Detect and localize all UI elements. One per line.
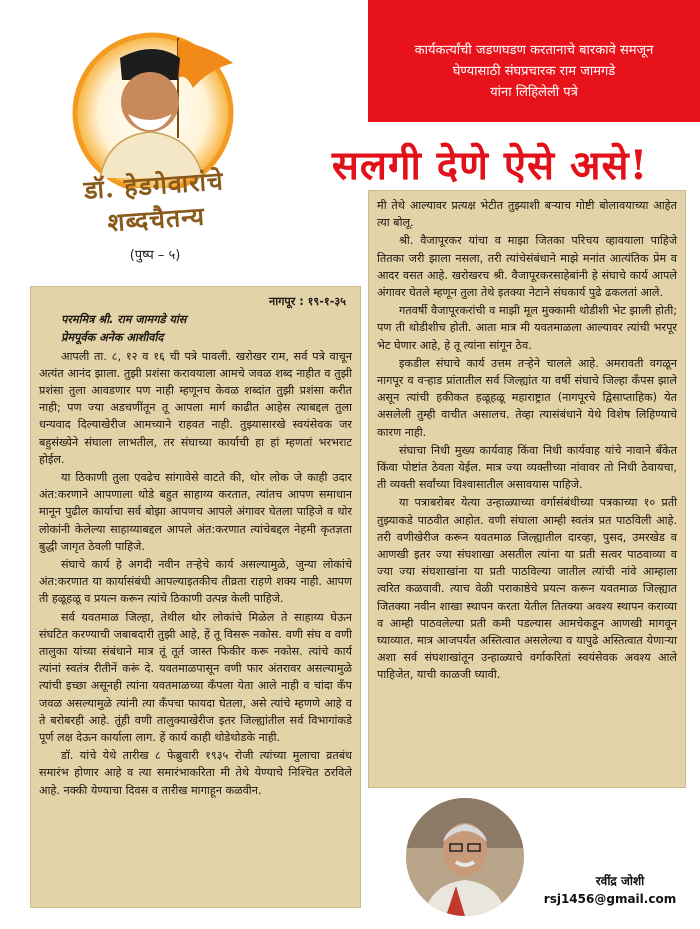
author-photo-illustration (406, 798, 524, 916)
author-photo (406, 798, 524, 916)
paragraph: संघाचे कार्य हे अगदी नवीन तऱ्हेचे कार्य असल्यामुळे, जुन्या लोकांचे अंत:करणात या कार्यासंबंधी आपल्याइतकीच तीव्रता राहणे शक्य नाही. आपण ती हळूहळू व प्रयत्न करून त्यांचे ठिकाणी उत्पन्न केली पाहिजे. (39, 558, 352, 606)
letter-column-left (30, 286, 361, 908)
letter-addressee: परममित्र श्री. राम जामगडे यांस (61, 313, 187, 327)
paragraph: या ठिकाणी तुला एवढेच सांगावेसे वाटते की, थोर लोक जे काही उदार अंत:करणाने आपणाला थोडे बहुत साहाय्य करतात, त्यांतच आपण समाधान मानून पुढील कार्याचा सर्व बोझा आपणच आपले अंगावर घेतला पाहिजे व थोर लोकांनी केलेल्या साहाय्याबद्दल आपले अंत:करणात त्यांचेबद्दल नेहमी कृतज्ञता बुद्धी जागृत ठेवली पाहिजे. (39, 471, 352, 553)
paragraph: श्री. वैजापूरकर यांचा व माझा जितका परिचय व्हावयाला पाहिजे तितका जरी झाला नसला, तरी त्यांचेसंबंधाने माझे मनांत आत्यंतिक प्रेम व आदर वसत आहे. खरोखरच श्री. वैजापूरकरसाहेबांनी हे संघाचे कार्य आपले अंगावर घेतले म्हणून तुला तेथे इतक्या नेटाने संघकार्य पुढे ढकलतां आले. (377, 234, 677, 300)
paragraph: इकडील संघाचे कार्य उत्तम तऱ्हेने चालले आहे. अमरावती वगळून नागपूर व वऱ्हाड प्रांतातील सर्व जिल्ह्यांत या वर्षी संघाचे जिल्हा कँपस झाले असून त्यांची हकीकत हळूहळू महाराष्ट्रात (नागपूरचे द्विसाप्ताहिक) येत असलेली तुम्ही वाचीत असालच. तेव्हा त्यासंबंधाने येथे विशेष लिहिण्याचे कारण नाही. (377, 356, 677, 439)
series-part: (पुष्प – ५) (129, 248, 181, 263)
banner-line: कार्यकर्त्यांची जडणघडण करतानाचे बारकावे समजून (414, 43, 654, 58)
paragraph: डॉ. यांचे येथे तारीख ८ फेब्रुवारी १९३५ रोजी त्यांच्या मुलाचा व्रतबंध समारंभ होणार आहे व त्या समारंभाकरिता मी तेथे येण्याचे निश्चित ठरविले आहे. नक्की येण्याचा दिवस व तारीख मागाहून कळवीन. (39, 749, 352, 797)
paragraph: आपली ता. ८, १२ व १६ ची पत्रे पावली. खरोखर राम, सर्व पत्रे वाचून अत्यंत आनंद झाला. तुझी प्रशंसा करावयाला आमचे जवळ शब्द नाहीत व तुझी प्रशंसा तुला आवडणार पण नाही म्हणूनच केवळ शब्दांत तुझी प्रशंसा करीत नाही; पण ज्या अडचणींतून तू आपला मार्ग काढीत आहेस त्याबद्दल तुला धन्यवाद दिल्याखेरीज आमच्याने राहवत नाही. तुझ्यासारखे स्वयंसेवक जर बहुसंख्येने संघाला लाभतील, तर संघाच्या कार्याची हा हां म्हणतां भरभराट होईल. (39, 349, 352, 466)
series-title: डॉ. हेडगेवारांचे शब्दचैतन्य (83, 166, 225, 238)
paragraph: गतवर्षी वैजापूरकरांची व माझी मूल मुक्कामी थोडीशी भेट झाली होती; पण ती थोडीशीच होती. आता मात्र मी यवतमाळला आल्यावर त्यांची भरपूर भेट घेणार आहे, हे तू त्यांना सांगून ठेव. (377, 304, 677, 352)
paragraph: संघाचा निधी मुख्य कार्यवाह किंवा निधी कार्यवाह यांचे नावाने बँकेत किंवा पोष्टांत ठेवता येईल. मात्र ज्या व्यक्तीच्या नांवावर तो निधी ठेवायचा, ती व्यक्ती सर्वांच्या विश्वासातील असावयास पाहिजे. (377, 443, 677, 492)
author-name: रवींद्र जोशी (595, 874, 645, 888)
letter-greeting: प्रेमपूर्वक अनेक आशीर्वाद (61, 331, 164, 345)
intro-banner (368, 0, 700, 122)
banner-line: यांना लिहिलेली पत्रे (490, 85, 578, 100)
paragraph: सर्व यवतमाळ जिल्हा, तेथील थोर लोकांचे मिळेल ते साहाय्य घेऊन संघटित करण्याची जबाबदारी तुझी आहे, हें तू विसरू नकोस. वणी संघ व वणी तालुका यांच्या संबंधाने मात्र तूं तूर्त जास्त फिकीर करू नकोस. त्यांचे कार्य त्यांनां स्वतंत्र रीतीनें करूं दे. यवतमाळपासून वणी फार अंतरावर असल्यामुळे त्यांची इच्छा असूनही त्यांना यवतमाळच्या कँपला येता आले नाही व चांदा कँप जवळ असल्यामुळे त्यांनी त्या कँपचा फायदा घेतला, असे त्यांचे म्हणणे आहे व ते बरोबरही आहे. तूंही वणी तालुक्याखेरीज इतर जिल्ह्यांतील सर्व विभागांकडे पूर्ण लक्ष देऊन कार्याला लाग. हें कार्य काही थोडेथोडके नाही. (39, 610, 352, 745)
paragraph: या पत्राबरोबर येत्या उन्हाळ्याच्या वर्गासंबंधीच्या पत्रकाच्या १० प्रती तुझ्याकडे पाठवीत आहोत. वणी संघाला आम्ही स्वतंत्र प्रत पाठविली आहे. तरी वणीखेरीज करून यवतमाळ जिल्ह्यातील दारव्हा, पुसद, उमरखेड व आणखी इतर ज्या संघशाखा असतील त्यांना या प्रती सत्वर पाठवाव्या व ज्या ज्या संघशाखांना या प्रती पाठविल्या जातील त्यांची नांवे आम्हाला त्वरित कळवावी. त्याच वेळी पराकाष्ठेचे प्रयत्न करून यवतमाळ जिल्ह्यात जितक्या नवीन शाखा स्थापन करता येतील तितक्या अवश्य स्थापन कराव्या व आम्ही पाठवलेल्या प्रती कमी पडल्यास आमचेकडून आणखी मागवून घ्याव्यात. मात्र आजपर्यंत अस्तित्वात असलेल्या व यापुढे अस्तित्वात येणाऱ्या अशा सर्व संघशाखांतून उन्हाळ्याचे वर्गाकरितां स्वयंसेवक अवश्य आले पाहिजेत, याची काळजी घ्यावी. (377, 496, 677, 682)
letter-column-right (368, 190, 686, 788)
letter-dateline: नागपूर : १९-१-३५ (269, 295, 346, 308)
paragraph: मी तेथे आल्यावर प्रत्यक्ष भेटीत तुझ्याशी बऱ्याच गोष्टी बोलावयाच्या आहेत त्या बोलू. (377, 199, 677, 230)
banner-line: घेण्यासाठी संघप्रचारक राम जामगडे (452, 64, 616, 79)
author-email[interactable]: rsj1456@gmail.com (543, 892, 677, 906)
page-title: सलगी देणे ऐसे असे! (331, 142, 649, 189)
